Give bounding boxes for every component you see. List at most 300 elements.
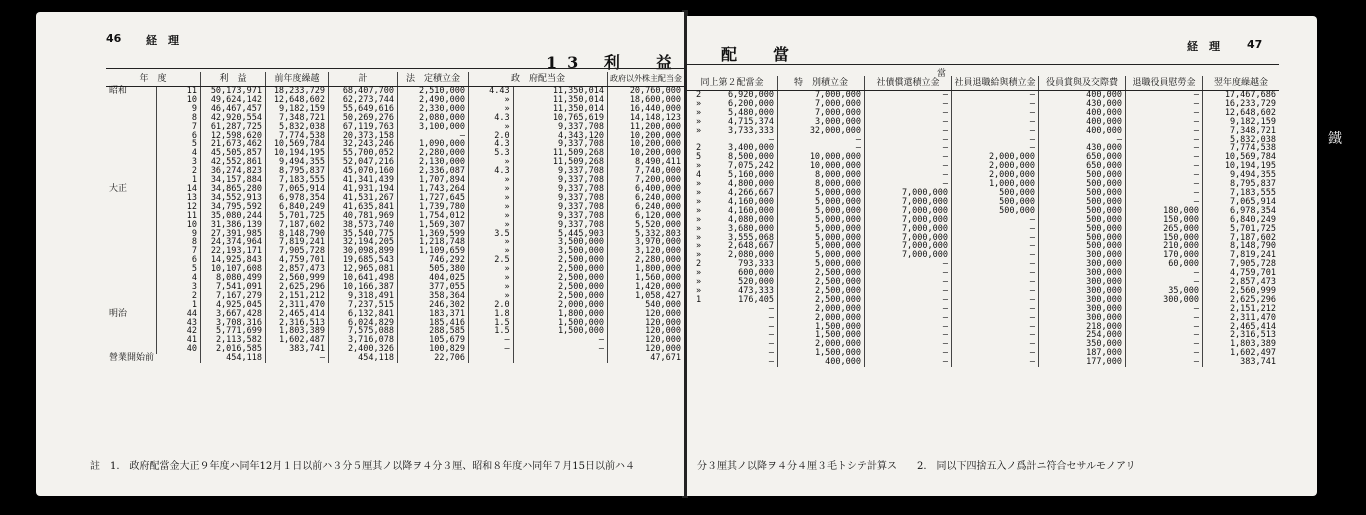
table-cell: 5,000,000 bbox=[778, 260, 865, 269]
table-cell: 2,857,473 bbox=[1203, 278, 1280, 287]
table-cell: 300,000 bbox=[1039, 278, 1126, 287]
table-cell: 11,509,268 bbox=[513, 149, 607, 158]
table-cell: 7,000,000 bbox=[865, 207, 952, 216]
table-cell: — bbox=[865, 136, 952, 145]
right-span-label: 當 bbox=[937, 69, 947, 79]
table-cell: — bbox=[865, 180, 952, 189]
table-cell: 41 bbox=[156, 336, 200, 345]
table-cell: — bbox=[952, 305, 1039, 314]
table-cell: 7,000,000 bbox=[865, 242, 952, 251]
amount: — bbox=[768, 357, 774, 368]
table-cell: — bbox=[513, 336, 607, 345]
table-cell: 4.3 bbox=[469, 140, 514, 149]
table-cell: 430,000 bbox=[1039, 144, 1126, 153]
left-header-row bbox=[106, 72, 684, 87]
table-cell: — bbox=[865, 91, 952, 100]
table-cell: 7,774,538 bbox=[266, 132, 329, 141]
table-cell: 120,000 bbox=[608, 336, 685, 345]
table-cell: 12 bbox=[156, 203, 200, 212]
table-cell: 11,350,014 bbox=[513, 87, 607, 96]
table-cell: 2,500,000 bbox=[513, 274, 607, 283]
table-cell: 1,090,000 bbox=[398, 140, 469, 149]
table-cell bbox=[106, 203, 156, 212]
header-special-reserve: 特 別積立金 bbox=[778, 76, 865, 91]
table-cell: 2 bbox=[156, 167, 200, 176]
table-cell: 1,500,000 bbox=[778, 323, 865, 332]
table-cell: 400,000 bbox=[778, 358, 865, 367]
table-cell: 2,130,000 bbox=[398, 158, 469, 167]
table-cell: — bbox=[266, 354, 329, 363]
table-cell: 47,671 bbox=[608, 354, 685, 363]
table-cell: 34,552,913 bbox=[201, 194, 266, 203]
table-cell: 2,000,000 bbox=[778, 314, 865, 323]
table-cell bbox=[687, 331, 778, 340]
table-cell: 大正 bbox=[109, 183, 128, 194]
table-cell: 1,707,894 bbox=[398, 176, 469, 185]
amount: 793,333 bbox=[738, 259, 774, 270]
table-cell: 1,058,427 bbox=[608, 292, 685, 301]
table-cell: 32,194,205 bbox=[329, 238, 398, 247]
table-cell: 4,759,701 bbox=[266, 256, 329, 265]
table-cell: 9,494,355 bbox=[1203, 171, 1280, 180]
rate-mark: » bbox=[696, 223, 702, 234]
table-cell: 20,760,000 bbox=[608, 87, 685, 96]
table-cell: — bbox=[1126, 331, 1203, 340]
table-cell: 11,200,000 bbox=[608, 123, 685, 132]
right-section-title: 配 當 bbox=[721, 45, 800, 64]
table-cell: 2,625,296 bbox=[1203, 296, 1280, 305]
table-cell: 2.0 bbox=[469, 132, 514, 141]
table-cell: 45,505,857 bbox=[201, 149, 266, 158]
table-cell: 13 bbox=[156, 194, 200, 203]
amount: — bbox=[768, 339, 774, 350]
table-cell bbox=[513, 354, 607, 363]
amount: 3,400,000 bbox=[727, 143, 774, 154]
table-cell: 404,025 bbox=[398, 274, 469, 283]
table-cell: 8,148,790 bbox=[1203, 242, 1280, 251]
table-cell: 1 bbox=[156, 176, 200, 185]
table-cell: 183,371 bbox=[398, 310, 469, 319]
table-cell: 7,000,000 bbox=[865, 234, 952, 243]
table-cell: 300,000 bbox=[1039, 305, 1126, 314]
table-cell: 1,560,000 bbox=[608, 274, 685, 283]
table-cell bbox=[106, 105, 156, 114]
table-cell: 9,337,708 bbox=[513, 140, 607, 149]
table-cell: 7 bbox=[156, 247, 200, 256]
table-cell: — bbox=[952, 109, 1039, 118]
table-cell: » bbox=[469, 212, 514, 221]
right-page bbox=[687, 16, 1317, 496]
table-cell: 350,000 bbox=[1039, 340, 1126, 349]
table-row bbox=[687, 269, 1279, 278]
table-cell: 1,500,000 bbox=[778, 349, 865, 358]
table-cell: 62,273,744 bbox=[329, 96, 398, 105]
table-cell: — bbox=[865, 331, 952, 340]
rate-mark: 2 bbox=[696, 90, 702, 100]
table-cell: 377,055 bbox=[398, 283, 469, 292]
table-cell: 2,000,000 bbox=[952, 171, 1039, 180]
table-cell: 2,490,000 bbox=[398, 96, 469, 105]
table-cell: — bbox=[1126, 323, 1203, 332]
table-cell: 10,641,498 bbox=[329, 274, 398, 283]
table-cell: 2,080,000 bbox=[398, 114, 469, 123]
table-cell: — bbox=[1126, 278, 1203, 287]
table-cell: 55,700,052 bbox=[329, 149, 398, 158]
table-cell: — bbox=[1126, 171, 1203, 180]
table-cell: 31,386,139 bbox=[201, 221, 266, 230]
table-cell: 42,552,861 bbox=[201, 158, 266, 167]
table-cell: 1.8 bbox=[469, 310, 514, 319]
header-second-dividend: 同上第２配當金 bbox=[687, 76, 778, 91]
table-cell: 1.5 bbox=[469, 327, 514, 336]
table-cell: 7,905,728 bbox=[266, 247, 329, 256]
header-nongov-dividend: 政府以外株主配当金 bbox=[608, 72, 685, 87]
table-cell: 150,000 bbox=[1126, 216, 1203, 225]
table-cell: 170,000 bbox=[1126, 251, 1203, 260]
table-cell: — bbox=[952, 144, 1039, 153]
table-cell: 454,118 bbox=[329, 354, 398, 363]
header-legal-reserve: 法 定積立金 bbox=[398, 72, 469, 87]
table-cell: 2,500,000 bbox=[513, 283, 607, 292]
table-cell: 177,000 bbox=[1039, 358, 1126, 367]
table-row bbox=[687, 349, 1279, 358]
table-cell: — bbox=[1126, 136, 1203, 145]
table-cell: 22,193,171 bbox=[201, 247, 266, 256]
table-cell: » bbox=[469, 265, 514, 274]
table-cell: » bbox=[469, 274, 514, 283]
table-cell: — bbox=[1126, 305, 1203, 314]
table-cell: 1,602,497 bbox=[1203, 349, 1280, 358]
table-cell: 1,369,599 bbox=[398, 230, 469, 239]
table-cell: » bbox=[469, 221, 514, 230]
table-cell: — bbox=[952, 234, 1039, 243]
table-cell: — bbox=[865, 153, 952, 162]
table-cell: — bbox=[952, 296, 1039, 305]
table-cell: 2,336,087 bbox=[398, 167, 469, 176]
table-cell: 14,148,123 bbox=[608, 114, 685, 123]
table-cell: 9,337,708 bbox=[513, 123, 607, 132]
header-next-carryover: 翌年度繰越金 bbox=[1203, 76, 1280, 91]
table-cell: 55,649,616 bbox=[329, 105, 398, 114]
table-cell: — bbox=[778, 136, 865, 145]
table-cell: 10,569,784 bbox=[1203, 153, 1280, 162]
table-cell: 60,000 bbox=[1126, 260, 1203, 269]
table-cell: 2 bbox=[156, 292, 200, 301]
header-carryover: 前年度繰越 bbox=[266, 72, 329, 87]
table-cell: 5,000,000 bbox=[778, 198, 865, 207]
table-cell: 3,708,316 bbox=[201, 319, 266, 328]
table-cell: 20,373,158 bbox=[329, 132, 398, 141]
table-cell bbox=[106, 327, 156, 336]
table-cell: 3,667,428 bbox=[201, 310, 266, 319]
rate-mark: » bbox=[696, 161, 702, 172]
amount: 6,200,000 bbox=[727, 98, 774, 109]
rate-mark: 4 bbox=[696, 170, 702, 181]
table-cell: 32,243,246 bbox=[329, 140, 398, 149]
right-header-row bbox=[687, 76, 1279, 91]
table-cell: 11,509,268 bbox=[513, 158, 607, 167]
table-cell: 6 bbox=[156, 256, 200, 265]
table-cell: — bbox=[952, 260, 1039, 269]
table-cell: 500,000 bbox=[1039, 171, 1126, 180]
rate-mark: » bbox=[696, 285, 702, 296]
table-cell: 27,391,985 bbox=[201, 230, 266, 239]
table-cell: 1.5 bbox=[469, 319, 514, 328]
table-row bbox=[687, 340, 1279, 349]
table-cell: 34,795,592 bbox=[201, 203, 266, 212]
table-cell: 7,740,000 bbox=[608, 167, 685, 176]
table-cell: 300,000 bbox=[1039, 260, 1126, 269]
amount: 2,648,667 bbox=[727, 241, 774, 252]
table-cell: 10 bbox=[156, 96, 200, 105]
table-cell bbox=[106, 283, 156, 292]
table-cell: — bbox=[1126, 198, 1203, 207]
table-cell: 8 bbox=[156, 238, 200, 247]
table-row bbox=[687, 127, 1279, 136]
table-cell: 9,337,708 bbox=[513, 167, 607, 176]
table-cell: — bbox=[865, 171, 952, 180]
table-cell: 2,000,000 bbox=[778, 340, 865, 349]
table-cell: 67,119,763 bbox=[329, 123, 398, 132]
table-cell: 10 bbox=[156, 221, 200, 230]
table-cell: 185,416 bbox=[398, 319, 469, 328]
table-cell: » bbox=[469, 283, 514, 292]
table-cell: 9,337,708 bbox=[513, 212, 607, 221]
table-cell: 11,350,014 bbox=[513, 105, 607, 114]
table-cell: 2,016,585 bbox=[201, 345, 266, 354]
amount: 4,715,374 bbox=[727, 116, 774, 127]
table-cell: 2,500,000 bbox=[778, 278, 865, 287]
table-cell: — bbox=[1126, 269, 1203, 278]
table-cell: 246,302 bbox=[398, 301, 469, 310]
table-cell: 10,194,195 bbox=[1203, 162, 1280, 171]
table-cell: 2,560,999 bbox=[266, 274, 329, 283]
table-cell bbox=[106, 212, 156, 221]
table-cell: 1,739,780 bbox=[398, 203, 469, 212]
table-cell: 9,337,708 bbox=[513, 185, 607, 194]
table-cell: — bbox=[865, 100, 952, 109]
table-cell: 5,520,000 bbox=[608, 221, 685, 230]
amount: 4,160,000 bbox=[727, 196, 774, 207]
table-cell: 500,000 bbox=[952, 207, 1039, 216]
table-cell: 3,716,078 bbox=[329, 336, 398, 345]
table-cell: 16,233,729 bbox=[1203, 100, 1280, 109]
table-cell: 300,000 bbox=[1039, 314, 1126, 323]
table-cell: — bbox=[1126, 127, 1203, 136]
table-cell: 7,187,602 bbox=[266, 221, 329, 230]
table-cell: 7,000,000 bbox=[865, 189, 952, 198]
table-cell: 7,000,000 bbox=[865, 225, 952, 234]
table-cell: 9,182,159 bbox=[266, 105, 329, 114]
rate-mark: » bbox=[696, 196, 702, 207]
table-cell: 2,000,000 bbox=[513, 301, 607, 310]
table-row bbox=[687, 100, 1279, 109]
left-page-number: 46 bbox=[106, 32, 122, 45]
amount: 7,075,242 bbox=[727, 161, 774, 172]
table-cell: 52,047,216 bbox=[329, 158, 398, 167]
table-cell: 650,000 bbox=[1039, 153, 1126, 162]
table-cell: 5,332,803 bbox=[608, 230, 685, 239]
table-cell: 34,157,884 bbox=[201, 176, 266, 185]
amount: 4,160,000 bbox=[727, 205, 774, 216]
table-cell: 2,857,473 bbox=[266, 265, 329, 274]
table-cell bbox=[106, 149, 156, 158]
table-cell: — bbox=[952, 287, 1039, 296]
table-cell: 6,978,354 bbox=[266, 194, 329, 203]
table-cell bbox=[469, 354, 514, 363]
table-cell bbox=[687, 349, 778, 358]
table-cell: » bbox=[469, 105, 514, 114]
table-cell: 5 bbox=[156, 265, 200, 274]
table-cell: 5,000,000 bbox=[778, 234, 865, 243]
table-cell: 7,000,000 bbox=[865, 216, 952, 225]
table-cell: 2,311,470 bbox=[266, 301, 329, 310]
rate-mark: » bbox=[696, 179, 702, 190]
table-cell: 41,635,841 bbox=[329, 203, 398, 212]
table-cell: — bbox=[469, 345, 514, 354]
table-row bbox=[687, 144, 1279, 153]
table-cell: 40,781,969 bbox=[329, 212, 398, 221]
amount: — bbox=[768, 134, 774, 145]
table-cell: — bbox=[1126, 91, 1203, 100]
table-cell: — bbox=[865, 349, 952, 358]
table-cell: 265,000 bbox=[1126, 225, 1203, 234]
table-cell: 7,200,000 bbox=[608, 176, 685, 185]
table-cell: 30,098,899 bbox=[329, 247, 398, 256]
table-cell: — bbox=[952, 216, 1039, 225]
table-cell: — bbox=[1126, 340, 1203, 349]
table-cell bbox=[106, 247, 156, 256]
table-cell: 7,348,721 bbox=[1203, 127, 1280, 136]
amount: — bbox=[768, 321, 774, 332]
table-cell: » bbox=[469, 292, 514, 301]
table-cell: 4,759,701 bbox=[1203, 269, 1280, 278]
table-cell: 2,151,212 bbox=[266, 292, 329, 301]
table-cell: 61,287,725 bbox=[201, 123, 266, 132]
table-cell: 8,795,837 bbox=[266, 167, 329, 176]
table-cell: — bbox=[398, 132, 469, 141]
rate-mark: 2 bbox=[696, 259, 702, 270]
table-cell bbox=[106, 230, 156, 239]
table-cell: 35,080,244 bbox=[201, 212, 266, 221]
table-cell: » bbox=[469, 203, 514, 212]
table-cell: 500,000 bbox=[1039, 234, 1126, 243]
rate-mark: » bbox=[696, 107, 702, 118]
table-cell: 1,420,000 bbox=[608, 283, 685, 292]
table-cell: 9,494,355 bbox=[266, 158, 329, 167]
table-cell: 1,218,748 bbox=[398, 238, 469, 247]
table-cell: 500,000 bbox=[1039, 242, 1126, 251]
table-cell: — bbox=[1126, 100, 1203, 109]
table-cell: 11 bbox=[156, 212, 200, 221]
header-bonus-expenses: 役員賞與及交際費 bbox=[1039, 76, 1126, 91]
amount: 2,080,000 bbox=[727, 250, 774, 261]
table-cell: 180,000 bbox=[1126, 207, 1203, 216]
table-cell: 300,000 bbox=[1039, 251, 1126, 260]
left-profit-table bbox=[106, 72, 684, 363]
table-cell: 7,905,728 bbox=[1203, 260, 1280, 269]
rate-mark: 2 bbox=[696, 143, 702, 154]
table-cell: 10,000,000 bbox=[778, 153, 865, 162]
table-cell bbox=[687, 296, 778, 305]
table-cell: 34,865,280 bbox=[201, 185, 266, 194]
table-cell: 2,316,513 bbox=[266, 319, 329, 328]
header-profit: 利 益 bbox=[201, 72, 266, 87]
table-cell: — bbox=[865, 269, 952, 278]
table-row bbox=[687, 109, 1279, 118]
table-cell: — bbox=[952, 136, 1039, 145]
table-cell: » bbox=[469, 123, 514, 132]
table-cell: 500,000 bbox=[1039, 189, 1126, 198]
table-cell bbox=[106, 114, 156, 123]
table-cell: 11,350,014 bbox=[513, 96, 607, 105]
table-cell: 6 bbox=[156, 132, 200, 141]
table-cell bbox=[106, 123, 156, 132]
table-cell: 10,200,000 bbox=[608, 140, 685, 149]
table-cell: 254,000 bbox=[1039, 331, 1126, 340]
table-cell: 7,819,241 bbox=[1203, 251, 1280, 260]
table-cell: 2,500,000 bbox=[778, 296, 865, 305]
table-cell bbox=[687, 127, 778, 136]
table-cell: 650,000 bbox=[1039, 162, 1126, 171]
table-cell: » bbox=[469, 185, 514, 194]
table-cell: 1,754,012 bbox=[398, 212, 469, 221]
table-cell: 6,132,841 bbox=[329, 310, 398, 319]
table-cell: 36,274,823 bbox=[201, 167, 266, 176]
table-cell: 4 bbox=[156, 149, 200, 158]
table-cell: 3,500,000 bbox=[513, 238, 607, 247]
table-cell: 35,000 bbox=[1126, 287, 1203, 296]
table-cell: 5,000,000 bbox=[778, 242, 865, 251]
table-cell: — bbox=[1126, 109, 1203, 118]
left-footnote: 註 1. 政府配當金大正９年度ハ同年12月１日以前ハ３分５厘其ノ以降ヲ４分３厘、昭和８年度ハ同年７月15日以前ハ４ bbox=[90, 461, 635, 472]
table-cell: 41,341,439 bbox=[329, 176, 398, 185]
table-cell: 746,292 bbox=[398, 256, 469, 265]
table-cell bbox=[106, 96, 156, 105]
header-gov-dividend: 政 府配当金 bbox=[469, 72, 608, 87]
table-cell: 50,269,276 bbox=[329, 114, 398, 123]
table-cell: 12,598,620 bbox=[201, 132, 266, 141]
amount: 4,800,000 bbox=[727, 179, 774, 190]
table-row bbox=[687, 305, 1279, 314]
table-cell: 6,240,000 bbox=[608, 194, 685, 203]
table-cell: 2,500,000 bbox=[513, 256, 607, 265]
table-cell: — bbox=[952, 323, 1039, 332]
table-cell: — bbox=[1126, 118, 1203, 127]
table-cell bbox=[687, 340, 778, 349]
table-cell: 500,000 bbox=[1039, 198, 1126, 207]
table-cell: 6,840,249 bbox=[1203, 216, 1280, 225]
table-cell: — bbox=[952, 349, 1039, 358]
table-cell: — bbox=[865, 314, 952, 323]
table-cell: 500,000 bbox=[1039, 180, 1126, 189]
table-cell: 5,000,000 bbox=[778, 189, 865, 198]
table-cell: 2,000,000 bbox=[952, 162, 1039, 171]
table-cell: 2,316,513 bbox=[1203, 331, 1280, 340]
table-cell: 4,343,120 bbox=[513, 132, 607, 141]
table-cell: 1,803,389 bbox=[1203, 340, 1280, 349]
table-cell: 218,000 bbox=[1039, 323, 1126, 332]
table-cell: — bbox=[865, 260, 952, 269]
table-cell: — bbox=[1126, 153, 1203, 162]
amount: 3,680,000 bbox=[727, 223, 774, 234]
table-cell: 500,000 bbox=[952, 198, 1039, 207]
table-cell: 7 bbox=[156, 123, 200, 132]
table-cell: — bbox=[865, 127, 952, 136]
table-row bbox=[687, 189, 1279, 198]
table-cell: 7,065,914 bbox=[1203, 198, 1280, 207]
table-cell: 5,000,000 bbox=[778, 207, 865, 216]
